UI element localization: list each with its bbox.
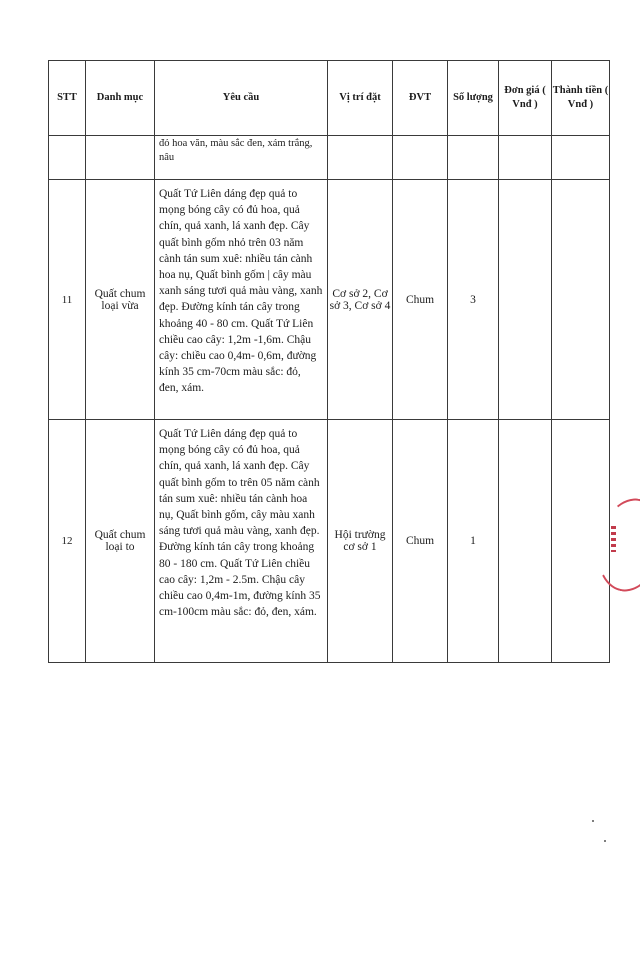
stamp-mark bbox=[611, 526, 616, 552]
table-row bbox=[49, 180, 610, 420]
row-unit: Chum bbox=[393, 420, 448, 663]
row-qty: 1 bbox=[448, 420, 499, 663]
header-category: Danh mục bbox=[86, 61, 155, 136]
row-requirement: Quất Tứ Liên dáng đẹp quả to mọng bóng cây có đủ hoa, quả chín, quả xanh, lá xanh đẹp. Cây quất bình gốm nhỏ trên 03 năm cành tán sum xuê: nhiều tán cành hoa nụ, Quất bình gốm | cây màu xanh sáng tươi quả màu vàng, xanh đẹp. Đường kính tán cây trong khoảng 40 - 80 cm. Quất Tứ Liên chiều cao cây: 1,2m -1,6m. Chậu cây: chiều cao 0,4m- 0,6m, đường kính 35 cm-70cm màu sắc: đỏ, đen, xám. bbox=[155, 180, 328, 420]
row-stt: 11 bbox=[49, 180, 86, 420]
row-location: Hội trường cơ sở 1 bbox=[328, 420, 393, 663]
row-category: Quất chum loại to bbox=[86, 420, 155, 663]
header-location: Vị trí đặt bbox=[328, 61, 393, 136]
scan-speck bbox=[592, 820, 594, 822]
table-row bbox=[49, 420, 610, 663]
row-requirement: Quất Tứ Liên dáng đẹp quả to mọng bóng cây có đủ hoa, quả chín, quả xanh, lá xanh đẹp. Cây quất bình gốm to trên 05 năm cành tán sum xuê: nhiều tán cành hoa nụ, Quất bình gốm, cây màu xanh sáng tươi quả màu vàng, xanh đẹp. Đường kính tán cây trong khoảng 80 - 180 cm. Quất Tứ Liên chiều cao cây: 1,2m - 2.5m. Chậu cây chiều cao 0,4m-1m, đường kính 35 cm-100cm màu sắc: đỏ, đen, xám. bbox=[155, 420, 328, 663]
row-total bbox=[552, 180, 610, 420]
scan-speck bbox=[604, 840, 606, 842]
row-price bbox=[499, 420, 552, 663]
header-requirement: Yêu cầu bbox=[155, 61, 328, 136]
row-unit: Chum bbox=[393, 180, 448, 420]
header-stt: STT bbox=[49, 61, 86, 136]
header-qty: Số lượng bbox=[448, 61, 499, 136]
row-stt: 12 bbox=[49, 420, 86, 663]
specification-table bbox=[48, 60, 610, 663]
continuation-text: đỏ hoa văn, màu sắc đen, xám trắng, nâu bbox=[155, 136, 328, 180]
row-location: Cơ sở 2, Cơ sở 3, Cơ sở 4 bbox=[328, 180, 393, 420]
header-row bbox=[49, 61, 610, 136]
continuation-row bbox=[49, 136, 610, 180]
row-category: Quất chum loại vừa bbox=[86, 180, 155, 420]
header-unit: ĐVT bbox=[393, 61, 448, 136]
row-price bbox=[499, 180, 552, 420]
header-price: Đơn giá ( Vnđ ) bbox=[499, 61, 552, 136]
row-qty: 3 bbox=[448, 180, 499, 420]
header-total: Thành tiền ( Vnđ ) bbox=[552, 61, 610, 136]
